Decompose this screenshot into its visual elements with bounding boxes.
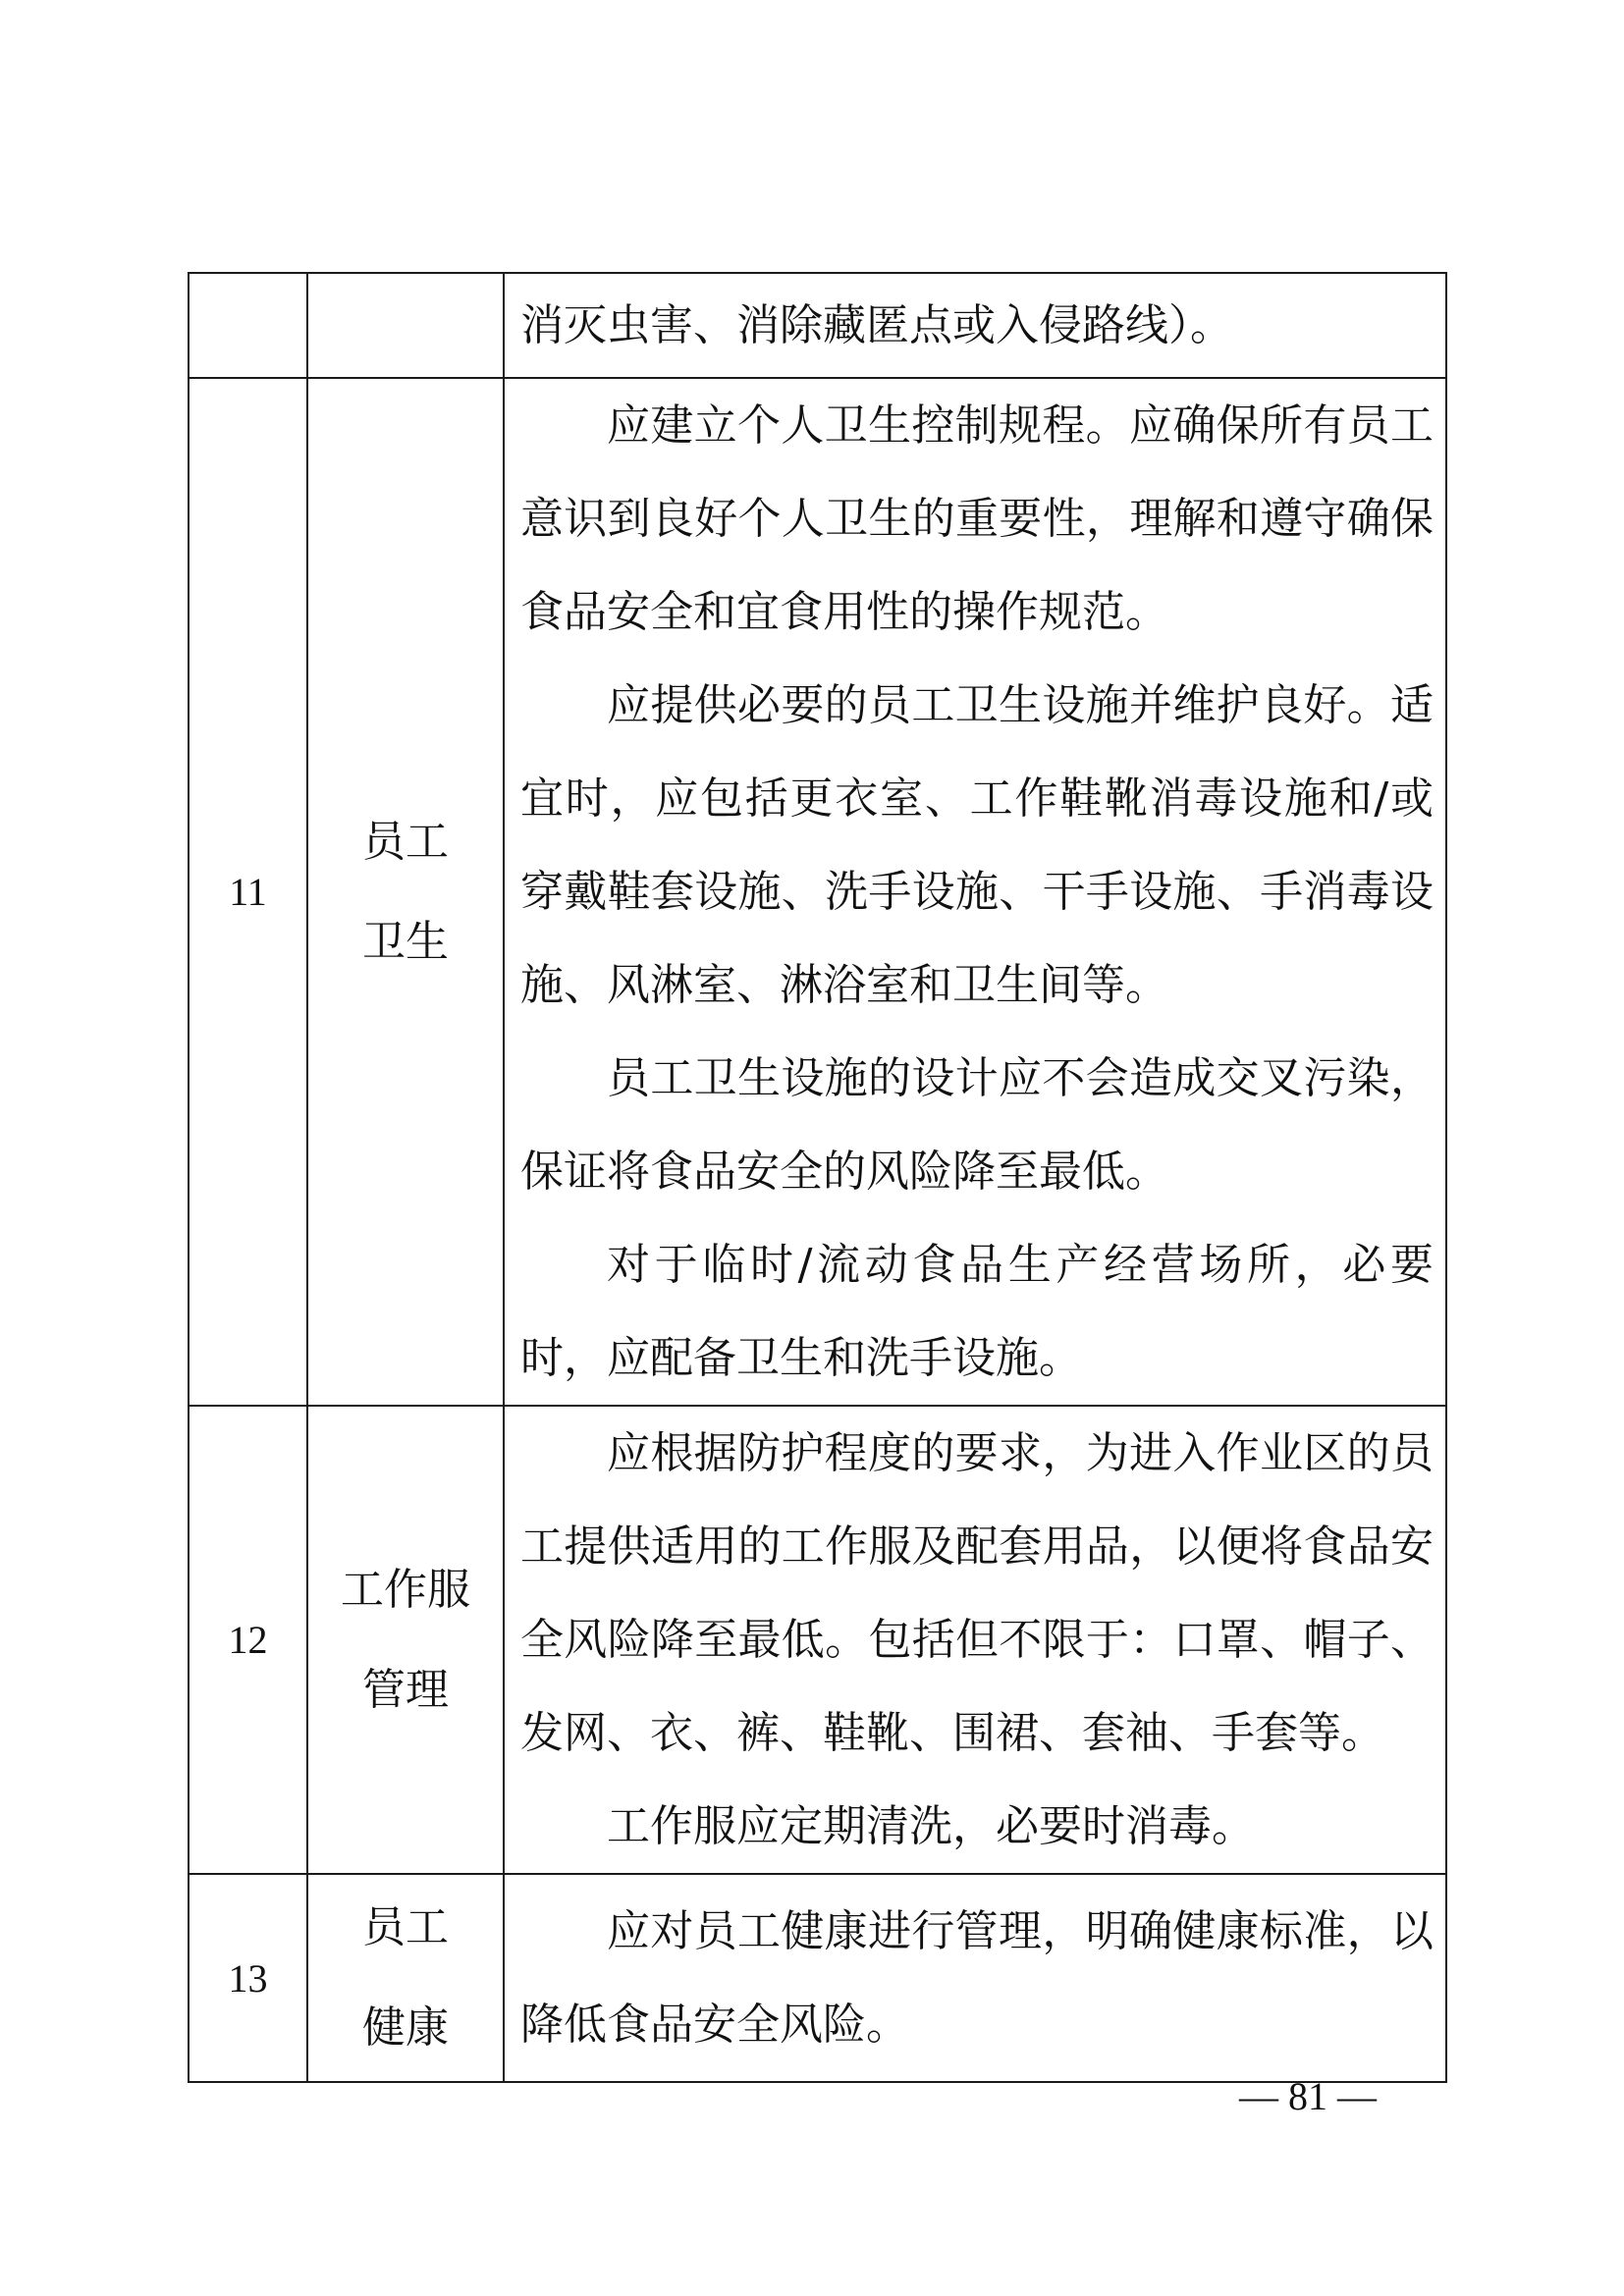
item-line: 员工: [362, 1902, 449, 1952]
content-paragraph: 对于临时/流动食品生产经营场所，必要时，应配备卫生和洗手设施。: [520, 1240, 1434, 1383]
row-item: [307, 378, 504, 1406]
content-paragraph: 应根据防护程度的要求，为进入作业区的员工提供适用的工作服及配套用品，以便将食品安全风险降至最低。包括但不限于：口罩、帽子、发网、衣、裤、鞋靴、围裙、套袖、手套等。: [520, 1428, 1434, 1758]
table-row-continuation: [189, 273, 1446, 378]
cell-item-empty: [307, 273, 504, 378]
cell-content: [504, 273, 1446, 378]
content-paragraph: 工作服应定期清洗，必要时消毒。: [607, 1801, 1255, 1851]
item-line: 健康: [362, 2002, 449, 2053]
cell-content: [504, 1406, 1446, 1874]
cell-number-empty: [189, 273, 307, 378]
content-paragraph: 应建立个人卫生控制规程。应确保所有员工意识到良好个人卫生的重要性，理解和遵守确保食品安全和宜食用性的操作规范。: [520, 400, 1434, 637]
row-number: 13: [189, 1874, 307, 2082]
standards-table: [188, 272, 1447, 2083]
table-row-13: [189, 1874, 1446, 2082]
page-number: — 81 —: [1239, 2074, 1377, 2118]
table-row-11: [189, 378, 1446, 1406]
item-line: 卫生: [362, 916, 449, 967]
item-line: 员工: [362, 816, 449, 867]
cell-content: [504, 378, 1446, 1406]
item-line: 工作服: [341, 1564, 470, 1615]
row-number: 12: [189, 1406, 307, 1874]
content-paragraph: 应对员工健康进行管理，明确健康标准，以降低食品安全风险。: [520, 1906, 1434, 2050]
content-paragraph: 员工卫生设施的设计应不会造成交叉污染，保证将食品安全的风险降至最低。: [520, 1053, 1434, 1197]
item-line: 管理: [362, 1664, 449, 1715]
table-row-12: [189, 1406, 1446, 1874]
row-item: [307, 1874, 504, 2082]
content-paragraph: 应提供必要的员工卫生设施并维护良好。适宜时，应包括更衣室、工作鞋靴消毒设施和/或穿戴鞋套设施、洗手设施、干手设施、手消毒设施、风淋室、淋浴室和卫生间等。: [520, 680, 1434, 1010]
row-item: [307, 1406, 504, 1874]
row-number: 11: [189, 378, 307, 1406]
cell-content: [504, 1874, 1446, 2082]
content-paragraph: 消灭虫害、消除藏匿点或入侵路线）。: [520, 300, 1233, 350]
